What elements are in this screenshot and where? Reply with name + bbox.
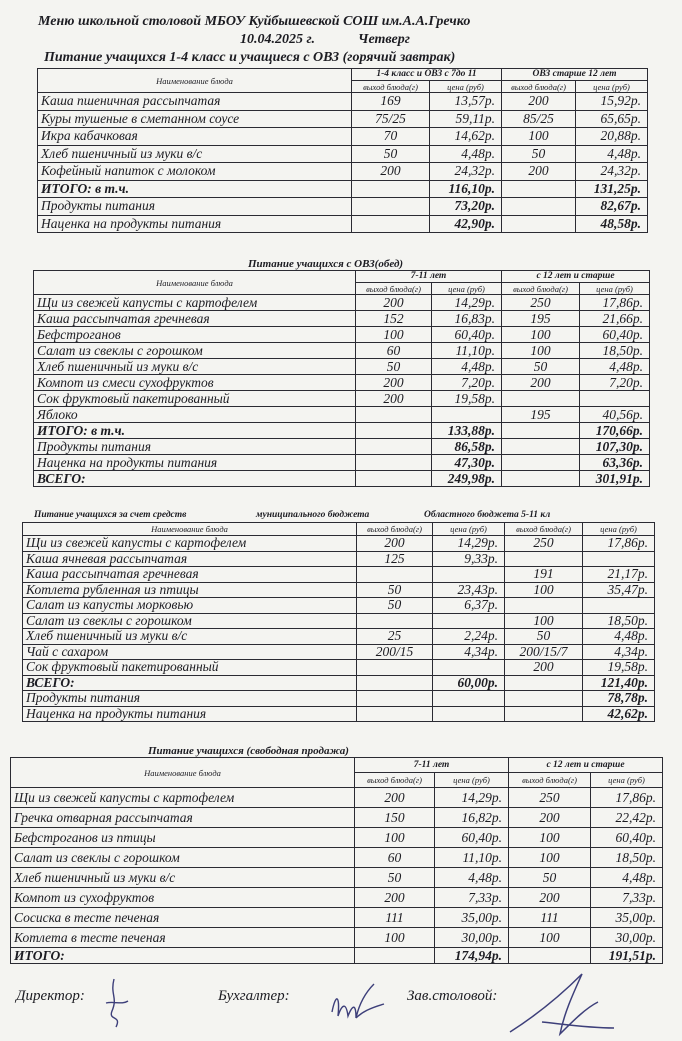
output-weight: 200	[502, 93, 576, 111]
price: 60,40р.	[432, 327, 502, 343]
menu-row	[38, 110, 648, 128]
price: 7,33р.	[435, 888, 509, 908]
col-out-header: выход блюда(г)	[355, 773, 435, 788]
products-value: 107,30р.	[580, 439, 650, 455]
output-weight	[356, 407, 432, 423]
price	[433, 660, 505, 676]
output-weight	[505, 551, 583, 567]
director-label: Директор:	[16, 988, 85, 1004]
dish-name: Каша рассыпчатая гречневая	[34, 311, 356, 327]
price: 18,50р.	[580, 343, 650, 359]
output-weight: 50	[355, 868, 435, 888]
price: 16,82р.	[435, 808, 509, 828]
price: 60,40р.	[580, 327, 650, 343]
dish-name: Хлеб пшеничный из муки в/с	[11, 868, 355, 888]
price: 14,62р.	[430, 128, 502, 146]
price: 9,33р.	[433, 551, 505, 567]
total-value: 116,10р.	[430, 180, 502, 198]
budget-title-right: Областного бюджета 5-11 кл	[424, 510, 551, 520]
price	[432, 407, 502, 423]
price: 35,47р.	[583, 582, 655, 598]
menu-row	[38, 145, 648, 163]
output-weight: 250	[509, 788, 591, 808]
budget-table	[22, 522, 654, 722]
budget-title-left: Питание учащихся за счет средств	[34, 510, 187, 520]
dish-name: Котлета рубленная из птицы	[23, 582, 357, 598]
director-signature	[96, 975, 136, 1035]
output-weight: 100	[355, 928, 435, 948]
products-label: Продукты питания	[38, 198, 352, 216]
price: 14,29р.	[435, 788, 509, 808]
output-weight: 200/15/7	[505, 644, 583, 660]
price: 23,43р.	[433, 582, 505, 598]
menu-row	[23, 660, 655, 676]
output-weight: 150	[355, 808, 435, 828]
price: 30,00р.	[435, 928, 509, 948]
grand-value: 60,00р.	[433, 675, 505, 691]
products-value: 82,67р.	[576, 198, 648, 216]
markup-label: Наценка на продукты питания	[23, 706, 357, 722]
output-weight: 100	[509, 828, 591, 848]
dish-name: Кофейный напиток с молоком	[38, 163, 352, 181]
price: 4,48р.	[430, 145, 502, 163]
markup-value: 63,36р.	[580, 455, 650, 471]
markup-label: Наценка на продукты питания	[38, 215, 352, 233]
dish-name: Щи из свежей капусты с картофелем	[23, 536, 357, 552]
price: 20,88р.	[576, 128, 648, 146]
menu-row	[11, 928, 663, 948]
menu-row	[34, 391, 650, 407]
total-value: 133,88р.	[432, 423, 502, 439]
col-price-header: цена (руб)	[433, 523, 505, 536]
output-weight: 100	[509, 928, 591, 948]
dish-name: Гречка отварная рассыпчатая	[11, 808, 355, 828]
price: 4,34р.	[433, 644, 505, 660]
output-weight: 191	[505, 567, 583, 583]
menu-row	[11, 828, 663, 848]
accountant-label: Бухгалтер:	[218, 988, 290, 1004]
price: 60,40р.	[435, 828, 509, 848]
col-price-header: цена (руб)	[580, 283, 650, 295]
price: 4,48р.	[435, 868, 509, 888]
products-value	[433, 691, 505, 707]
menu-row	[11, 888, 663, 908]
total-label: ИТОГО: в т.ч.	[34, 423, 356, 439]
output-weight: 50	[356, 359, 432, 375]
group-header-2: с 12 лет и старше	[502, 271, 650, 283]
price	[433, 567, 505, 583]
grand-value: 301,91р.	[580, 471, 650, 487]
markup-value	[433, 706, 505, 722]
products-value: 86,58р.	[432, 439, 502, 455]
dish-name: Куры тушеные в сметанном соусе	[38, 110, 352, 128]
breakfast-title: Питание учащихся 1-4 класс и учащиеся с ОВЗ (горячий завтрак)	[44, 50, 456, 65]
dish-name: Салат из свеклы с горошком	[34, 343, 356, 359]
output-weight: 100	[505, 613, 583, 629]
price: 59,11р.	[430, 110, 502, 128]
price: 11,10р.	[432, 343, 502, 359]
col-out-header: выход блюда(г)	[352, 81, 430, 93]
total-value: 191,51р.	[591, 948, 663, 964]
dish-name: Яблоко	[34, 407, 356, 423]
col-out-header: выход блюда(г)	[356, 283, 432, 295]
lunch-table	[33, 270, 649, 487]
menu-row	[34, 359, 650, 375]
output-weight: 25	[357, 629, 433, 645]
output-weight: 100	[355, 828, 435, 848]
output-weight: 60	[356, 343, 432, 359]
price: 17,86р.	[583, 536, 655, 552]
price: 2,24р.	[433, 629, 505, 645]
output-weight	[357, 660, 433, 676]
output-weight	[505, 598, 583, 614]
dish-name: Хлеб пшеничный из муки в/с	[38, 145, 352, 163]
price: 22,42р.	[591, 808, 663, 828]
col-out-header: выход блюда(г)	[502, 283, 580, 295]
price: 35,00р.	[435, 908, 509, 928]
col-price-header: цена (руб)	[435, 773, 509, 788]
output-weight: 50	[505, 629, 583, 645]
output-weight: 100	[502, 343, 580, 359]
price: 6,37р.	[433, 598, 505, 614]
dish-name: Компот из сухофруктов	[11, 888, 355, 908]
output-weight: 100	[509, 848, 591, 868]
menu-row	[11, 808, 663, 828]
output-weight: 100	[502, 128, 576, 146]
output-weight: 111	[509, 908, 591, 928]
total-value: 174,94р.	[435, 948, 509, 964]
menu-date: 10.04.2025 г.	[240, 32, 315, 47]
lunch-title: Питание учащихся с ОВЗ(обед)	[248, 258, 404, 270]
price	[433, 613, 505, 629]
price: 4,48р.	[576, 145, 648, 163]
menu-row	[34, 343, 650, 359]
output-weight: 169	[352, 93, 430, 111]
price: 17,86р.	[591, 788, 663, 808]
total-value: 170,66р.	[580, 423, 650, 439]
col-price-header: цена (руб)	[430, 81, 502, 93]
grand-value: 121,40р.	[583, 675, 655, 691]
dish-name: Чай с сахаром	[23, 644, 357, 660]
price: 30,00р.	[591, 928, 663, 948]
menu-row	[23, 582, 655, 598]
dish-name: Сок фруктовый пакетированный	[34, 391, 356, 407]
price: 11,10р.	[435, 848, 509, 868]
output-weight: 111	[355, 908, 435, 928]
menu-row	[38, 163, 648, 181]
output-weight: 100	[356, 327, 432, 343]
output-weight: 200	[356, 375, 432, 391]
output-weight: 70	[352, 128, 430, 146]
dish-name: Каша рассыпчатая гречневая	[23, 567, 357, 583]
dish-name: Сок фруктовый пакетированный	[23, 660, 357, 676]
group-header-2: ОВЗ старше 12 лет	[502, 69, 648, 81]
products-label: Продукты питания	[34, 439, 356, 455]
output-weight: 200	[357, 536, 433, 552]
dish-name: Щи из свежей капусты с картофелем	[11, 788, 355, 808]
price: 21,66р.	[580, 311, 650, 327]
menu-row	[11, 908, 663, 928]
col-name-header: Наименование блюда	[11, 758, 355, 788]
dish-name: Компот из смеси сухофруктов	[34, 375, 356, 391]
output-weight: 50	[509, 868, 591, 888]
dish-name: Салат из свеклы с горошком	[11, 848, 355, 868]
price: 7,20р.	[580, 375, 650, 391]
menu-row	[34, 295, 650, 311]
output-weight: 200	[355, 788, 435, 808]
output-weight: 60	[355, 848, 435, 868]
price: 19,58р.	[432, 391, 502, 407]
output-weight: 200	[355, 888, 435, 908]
price: 19,58р.	[583, 660, 655, 676]
menu-row	[23, 613, 655, 629]
price: 14,29р.	[432, 295, 502, 311]
dish-name: Хлеб пшеничный из муки в/с	[34, 359, 356, 375]
price: 21,17р.	[583, 567, 655, 583]
dish-name: Салат из капусты морковью	[23, 598, 357, 614]
output-weight: 50	[352, 145, 430, 163]
price: 60,40р.	[591, 828, 663, 848]
menu-row	[23, 598, 655, 614]
dish-name: Каша ячневая рассыпчатая	[23, 551, 357, 567]
output-weight: 50	[502, 145, 576, 163]
output-weight: 200/15	[357, 644, 433, 660]
group-header-1: 7-11 лет	[356, 271, 502, 283]
output-weight: 125	[357, 551, 433, 567]
col-out-header: выход блюда(г)	[357, 523, 433, 536]
col-name-header: Наименование блюда	[34, 271, 356, 295]
col-price-header: цена (руб)	[576, 81, 648, 93]
output-weight: 200	[509, 888, 591, 908]
menu-row	[11, 788, 663, 808]
col-price-header: цена (руб)	[583, 523, 655, 536]
output-weight: 85/25	[502, 110, 576, 128]
output-weight: 50	[357, 582, 433, 598]
output-weight: 200	[509, 808, 591, 828]
price: 17,86р.	[580, 295, 650, 311]
output-weight: 200	[356, 391, 432, 407]
price: 24,32р.	[430, 163, 502, 181]
price: 4,48р.	[432, 359, 502, 375]
products-value: 73,20р.	[430, 198, 502, 216]
col-out-header: выход блюда(г)	[505, 523, 583, 536]
menu-row	[34, 407, 650, 423]
menu-row	[23, 536, 655, 552]
menu-row	[11, 848, 663, 868]
price: 18,50р.	[583, 613, 655, 629]
price: 7,20р.	[432, 375, 502, 391]
dish-name: Салат из свеклы с горошком	[23, 613, 357, 629]
breakfast-table	[37, 68, 647, 233]
total-label: ИТОГО:	[11, 948, 355, 964]
grand-label: ВСЕГО:	[34, 471, 356, 487]
head-label: Зав.столовой:	[407, 988, 498, 1004]
output-weight: 195	[502, 311, 580, 327]
output-weight	[357, 567, 433, 583]
output-weight: 75/25	[352, 110, 430, 128]
price: 7,33р.	[591, 888, 663, 908]
dish-name: Каша пшеничная рассыпчатая	[38, 93, 352, 111]
dish-name: Икра кабачковая	[38, 128, 352, 146]
menu-row	[34, 375, 650, 391]
col-out-header: выход блюда(г)	[502, 81, 576, 93]
price: 35,00р.	[591, 908, 663, 928]
school-title: Меню школьной столовой МБОУ Куйбышевской СОШ им.А.А.Гречко	[38, 14, 471, 29]
output-weight: 50	[502, 359, 580, 375]
group-header-1: 7-11 лет	[355, 758, 509, 773]
dish-name: Сосиска в тесте печеная	[11, 908, 355, 928]
menu-row	[34, 327, 650, 343]
markup-value: 42,62р.	[583, 706, 655, 722]
price	[580, 391, 650, 407]
output-weight: 100	[502, 327, 580, 343]
markup-value: 48,58р.	[576, 215, 648, 233]
grand-label: ВСЕГО:	[23, 675, 357, 691]
price: 4,48р.	[583, 629, 655, 645]
col-name-header: Наименование блюда	[38, 69, 352, 93]
output-weight: 200	[352, 163, 430, 181]
markup-value: 42,90р.	[430, 215, 502, 233]
accountant-signature	[326, 982, 390, 1028]
price: 4,48р.	[591, 868, 663, 888]
col-price-header: цена (руб)	[591, 773, 663, 788]
price	[583, 598, 655, 614]
dish-name: Бефстроганов из птицы	[11, 828, 355, 848]
output-weight: 200	[502, 375, 580, 391]
markup-label: Наценка на продукты питания	[34, 455, 356, 471]
price: 4,34р.	[583, 644, 655, 660]
menu-weekday: Четверг	[358, 32, 410, 47]
grand-value: 249,98р.	[432, 471, 502, 487]
price: 4,48р.	[580, 359, 650, 375]
price: 40,56р.	[580, 407, 650, 423]
products-value: 78,78р.	[583, 691, 655, 707]
price: 18,50р.	[591, 848, 663, 868]
menu-row	[34, 311, 650, 327]
price: 16,83р.	[432, 311, 502, 327]
head-signature	[502, 962, 622, 1041]
output-weight: 250	[505, 536, 583, 552]
group-header-1: 1-4 класс и ОВЗ с 7до 11	[352, 69, 502, 81]
output-weight: 50	[357, 598, 433, 614]
products-label: Продукты питания	[23, 691, 357, 707]
price: 15,92р.	[576, 93, 648, 111]
col-out-header: выход блюда(г)	[509, 773, 591, 788]
total-label: ИТОГО: в т.ч.	[38, 180, 352, 198]
total-value: 131,25р.	[576, 180, 648, 198]
output-weight	[357, 613, 433, 629]
price: 13,57р.	[430, 93, 502, 111]
price: 14,29р.	[433, 536, 505, 552]
menu-row	[23, 567, 655, 583]
price	[583, 551, 655, 567]
col-name-header: Наименование блюда	[23, 523, 357, 536]
menu-row	[38, 93, 648, 111]
output-weight: 195	[502, 407, 580, 423]
output-weight: 100	[505, 582, 583, 598]
price: 24,32р.	[576, 163, 648, 181]
output-weight: 200	[356, 295, 432, 311]
col-price-header: цена (руб)	[432, 283, 502, 295]
free-sale-title: Питание учащихся (свободная продажа)	[148, 745, 349, 757]
menu-row	[38, 128, 648, 146]
dish-name: Бефстроганов	[34, 327, 356, 343]
free-sale-table	[10, 757, 662, 964]
output-weight: 200	[505, 660, 583, 676]
menu-row	[23, 644, 655, 660]
dish-name: Хлеб пшеничный из муки в/с	[23, 629, 357, 645]
markup-value: 47,30р.	[432, 455, 502, 471]
price: 65,65р.	[576, 110, 648, 128]
dish-name: Щи из свежей капусты с картофелем	[34, 295, 356, 311]
budget-title-mid: муниципального бюджета	[256, 510, 370, 520]
menu-row	[23, 629, 655, 645]
output-weight: 250	[502, 295, 580, 311]
output-weight: 200	[502, 163, 576, 181]
menu-row	[11, 868, 663, 888]
menu-row	[23, 551, 655, 567]
output-weight: 152	[356, 311, 432, 327]
dish-name: Котлета в тесте печеная	[11, 928, 355, 948]
output-weight	[502, 391, 580, 407]
group-header-2: с 12 лет и старше	[509, 758, 663, 773]
